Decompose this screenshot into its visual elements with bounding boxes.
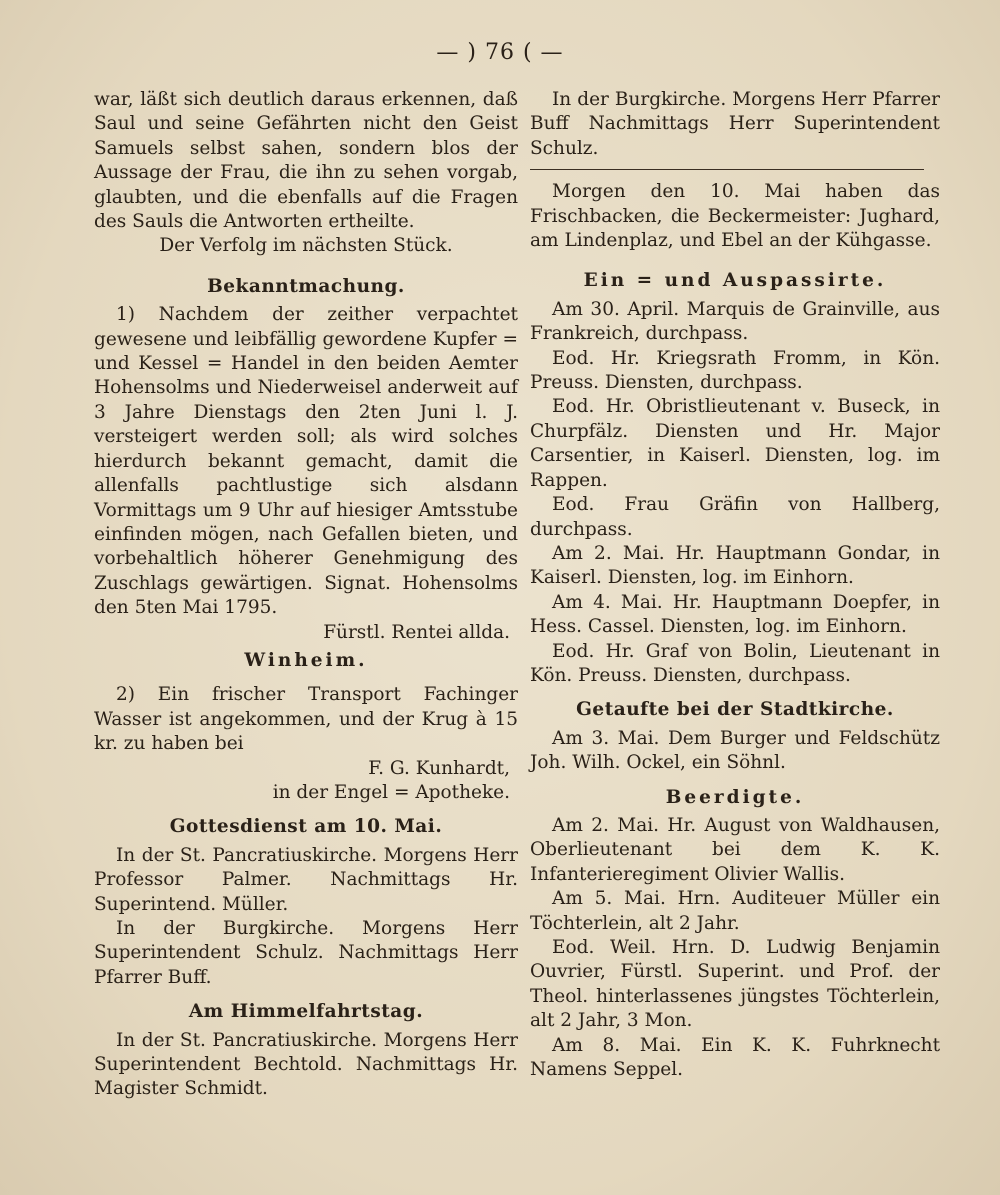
right-column bbox=[530, 88, 940, 1082]
section-heading-place: Winheim. bbox=[244, 649, 368, 671]
advertiser-name: F. G. Kunhardt, bbox=[368, 757, 510, 779]
baptism-entry: Am 3. Mai. Dem Burger und Feldschütz Joh. Wilh. Ockel, ein Söhnl. bbox=[530, 727, 940, 774]
burial-entry: Eod. Weil. Hrn. D. Ludwig Benjamin Ouvrier, Fürstl. Superint. und Prof. der Theol. hinterlassenes jüngstes Töchterlein, alt 2 Jahr, 3 Mon. bbox=[530, 937, 940, 1032]
traveller-entry: Eod. Frau Gräfin von Hallberg, durchpass. bbox=[530, 494, 940, 540]
announcement-text: 1) Nachdem der zeither verpachtet gewesene und leibfällig gewordene Kupfer = und Kessel = Handel in den beiden Aemter Hohensolms und Niederweisel anderweit auf 3 Jahre Dienstags den 2ten Juni l. J. versteigert werden soll; als wird solches hierdurch bekannt gemacht, damit die allenfalls pachtlustige sich alsdann Vormittags um 9 Uhr auf hiesiger Amtsstube einfinden mögen, nach Gefallen bieten, und vorbehaltlich höherer Genehmigung des Zuschlags gewärtigen. Signat. Hohensolms den 5ten Mai 1795. bbox=[94, 304, 518, 619]
traveller-entry: Am 30. April. Marquis de Grainville, aus Frankreich, durchpass. bbox=[530, 298, 940, 345]
traveller-entry: Eod. Hr. Obristlieutenant v. Buseck, in Churpfälz. Diensten und Hr. Major Carsentier, in Kaiserl. Diensten, log. im Rappen. bbox=[530, 396, 940, 491]
section-heading-service: Gottesdienst am 10. Mai. bbox=[169, 816, 443, 838]
section-heading-travellers: Ein = und Auspassirte. bbox=[583, 270, 887, 292]
service-entry: In der St. Pancratiuskirche. Morgens Herr Professor Palmer. Nachmittags Hr. Superintend. Müller. bbox=[94, 844, 518, 915]
baking-notice: Morgen den 10. Mai haben das Frischbacken, die Beckermeister: Jughard, am Lindenplaz, und Ebel an der Kühgasse. bbox=[530, 181, 940, 252]
section-heading-holiday: Am Himmelfahrtstag. bbox=[188, 1001, 424, 1023]
traveller-entry: Am 2. Mai. Hr. Hauptmann Gondar, in Kaiserl. Diensten, log. im Einhorn. bbox=[530, 542, 940, 589]
service-entry: In der St. Pancratiuskirche. Morgens Herr Superintendent Bechtold. Nachmittags Hr. Magister Schmidt. bbox=[94, 1029, 518, 1100]
section-heading-announcement: Bekanntmachung. bbox=[207, 275, 405, 297]
article-text: war, läßt sich deutlich daraus erkennen, daß Saul und seine Gefährten nicht den Geist Samuels selbst sahen, sondern blos der Aussage der Frau, die ihn zu sehen vorgab, glaubten, und die ebenfalls auf die Fragen des Sauls die Antworten ertheilte. bbox=[94, 89, 518, 233]
section-heading-baptisms: Getaufte bei der Stadtkirche. bbox=[576, 699, 894, 721]
advertiser-location: in der Engel = Apotheke. bbox=[272, 781, 510, 803]
divider-rule bbox=[530, 169, 924, 170]
page-number-header: — ) 76 ( — bbox=[436, 40, 564, 65]
burial-entry: Am 5. Mai. Hrn. Auditeuer Müller ein Töchterlein, alt 2 Jahr. bbox=[530, 888, 940, 934]
traveller-entry: Eod. Hr. Graf von Bolin, Lieutenant in Kön. Preuss. Diensten, durchpass. bbox=[530, 640, 940, 686]
burial-entry: Am 8. Mai. Ein K. K. Fuhrknecht Namens Seppel. bbox=[530, 1034, 940, 1081]
advertisement-text: 2) Ein frischer Transport Fachinger Wasser ist angekommen, und der Krug à 15 kr. zu haben bei bbox=[94, 684, 518, 755]
traveller-entry: Am 4. Mai. Hr. Hauptmann Doepfer, in Hess. Cassel. Diensten, log. im Einhorn. bbox=[530, 591, 940, 638]
service-entry: In der Burgkirche. Morgens Herr Pfarrer Buff Nachmittags Herr Superintendent Schulz. bbox=[530, 89, 940, 159]
burial-entry: Am 2. Mai. Hr. August von Waldhausen, Oberlieutenant bei dem K. K. Infanterieregiment Olivier Wallis. bbox=[530, 814, 940, 885]
service-entry: In der Burgkirche. Morgens Herr Superintendent Schulz. Nachmittags Herr Pfarrer Buff. bbox=[94, 918, 518, 988]
continuation-note: Der Verfolg im nächsten Stück. bbox=[159, 235, 453, 257]
traveller-entry: Eod. Hr. Kriegsrath Fromm, in Kön. Preuss. Diensten, durchpass. bbox=[530, 347, 940, 394]
announcement-signature: Fürstl. Rentei allda. bbox=[323, 621, 510, 643]
left-column bbox=[94, 88, 518, 1102]
section-heading-burials: Beerdigte. bbox=[665, 786, 805, 808]
